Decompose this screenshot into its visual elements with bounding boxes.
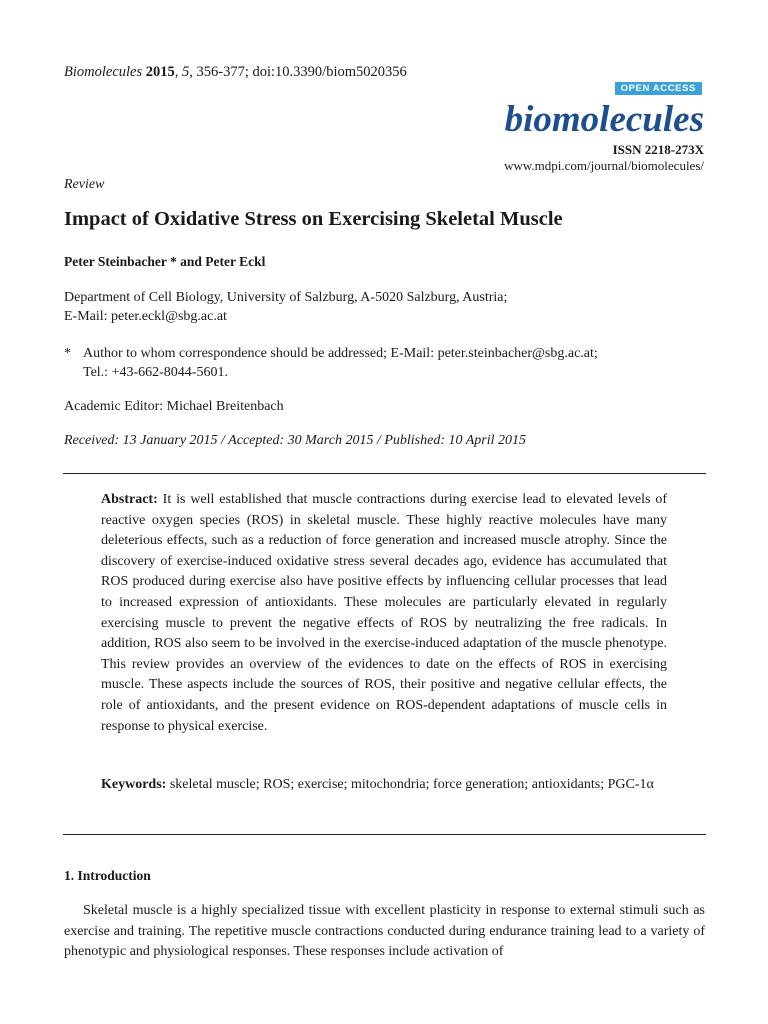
divider-bottom [63,834,706,835]
citation-year: 2015 [145,64,175,80]
affiliation [64,288,507,326]
journal-url[interactable]: www.mdpi.com/journal/biomolecules/ [504,158,704,173]
divider-top [63,473,706,474]
affiliation-address: Department of Cell Biology, University of Salzburg, A-5020 Salzburg, Austria; [64,290,508,305]
abstract-label: Abstract: [101,492,158,507]
article-type: Review [64,177,105,192]
keywords [101,774,667,795]
article-title: Impact of Oxidative Stress on Exercising Skeletal Muscle [64,208,563,230]
authors: Peter Steinbacher * and Peter Eckl [64,254,266,269]
section-heading-introduction: 1. Introduction [64,868,151,883]
publication-dates: Received: 13 January 2015 / Accepted: 30 March 2015 / Published: 10 April 2015 [64,433,527,448]
open-access-badge: OPEN ACCESS [615,82,702,95]
citation-journal: Biomolecules [64,64,143,80]
citation-volume: 5 [182,64,190,80]
citation-rest: , 356-377; doi:10.3390/biom5020356 [189,64,407,80]
citation-line: Biomolecules 2015, 5, 356-377; doi:10.3390/biom5020356 [64,64,407,80]
corr-star: * [64,346,71,361]
academic-editor: Academic Editor: Michael Breitenbach [64,399,284,414]
affiliation-email: E-Mail: peter.eckl@sbg.ac.at [64,309,227,324]
keywords-text: skeletal muscle; ROS; exercise; mitochondria; force generation; antioxidants; PGC-1α [169,777,654,792]
corr-line-1: Author to whom correspondence should be addressed; E-Mail: peter.steinbacher@sbg.ac.at; [83,346,598,361]
issn: ISSN 2218-273X [612,142,704,157]
abstract-text: It is well established that muscle contractions during exercise lead to elevated levels of reactive oxygen species (ROS) in skeletal muscle. These highly reactive molecules have many deleterious effects, such as a reduction of force generation and increased muscle atrophy. Since the discovery of exercise-induced oxidative stress several decades ago, evidence has accumulated that ROS produced during exercise also have positive effects by influencing cellular processes that lead to increased expression of antioxidants. These molecules are particularly elevated in regularly exercising muscle to prevent the negative effects of ROS by neutralizing the free radicals. In addition, ROS also seem to be involved in the exercise-induced adaptation of the muscle phenotype. This review provides an overview of the evidences to date on the effects of ROS in exercising muscle. These aspects include the sources of ROS, their positive and negative cellular effects, the role of antioxidants, and the present evidence on ROS-dependent adaptations of muscle cells in response to physical exercise. [101,492,667,734]
corr-line-2: Tel.: +43-662-8044-5601. [83,365,228,380]
introduction-paragraph: Skeletal muscle is a highly specialized tissue with excellent plasticity in response to external stimuli such as exercise and training. The repetitive muscle contractions conducted during endurance training lead to a variety of phenotypic and physiological responses. These responses include activation of [64,903,705,959]
abstract [101,490,667,737]
keywords-label: Keywords: [101,777,167,792]
journal-logo: biomolecules [504,99,704,140]
correspondence [64,344,598,382]
